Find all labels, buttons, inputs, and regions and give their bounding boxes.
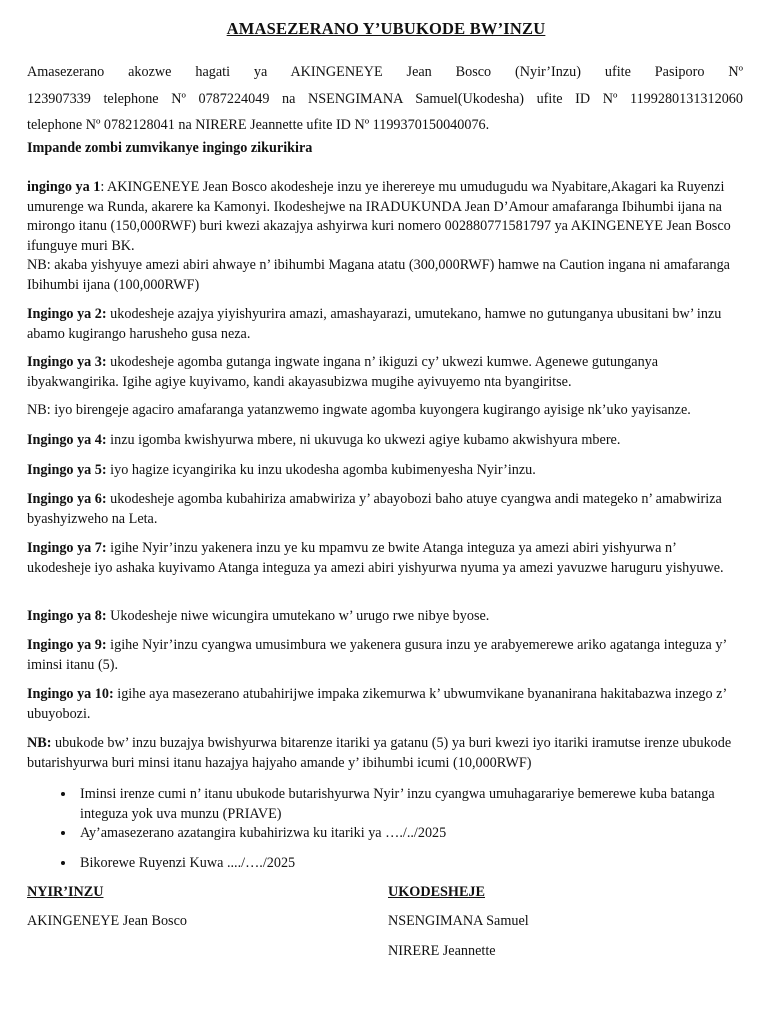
article-4 xyxy=(27,431,741,451)
article-text: inzu igomba kwishyurwa mbere, ni ukuvuga ko ukwezi agiye kubamo akwishyura mbere. xyxy=(106,432,621,448)
landlord-heading: NYIR’INZU xyxy=(27,884,104,900)
document-title: AMASEZERANO Y’UBUKODE BW’INZU xyxy=(226,19,546,38)
payment-note xyxy=(27,734,741,773)
subheading: Impande zombi zumvikanye ingingo zikurikira xyxy=(27,140,313,156)
tenant-heading: UKODESHEJE xyxy=(388,884,485,900)
intro-line: telephone Nº 0782128041 na NIRERE Jeannette ufite ID Nº 1199370150040076. xyxy=(27,117,490,133)
article-label: Ingingo ya 8: xyxy=(27,608,107,624)
article-7 xyxy=(27,539,741,578)
article-6 xyxy=(27,490,741,529)
article-1-note: NB: akaba yishyuye amezi abiri ahwaye n’ ibihumbi Magana atatu (300,000RWF) hamwe na Caution ingana ni amafaranga Ibihumbi ijana (100,000RWF) xyxy=(27,257,730,293)
article-text: ukodesheje agomba gutanga ingwate ingana n’ ikiguzi cy’ ukwezi kumwe. Agenewe gutunganya ibyakwangirika. Igihe agiye kuyivamo, kandi akayasubizwa mugihe ayivuyemo nta byangiritse. xyxy=(27,354,659,390)
intro-paragraph xyxy=(27,59,743,139)
article-10 xyxy=(27,685,741,724)
article-sep: : xyxy=(100,179,105,195)
landlord-name: AKINGENEYE Jean Bosco xyxy=(27,913,187,929)
note-label: NB: xyxy=(27,735,52,751)
article-text: AKINGENEYE Jean Bosco akodesheje inzu ye iherereye mu umudugudu wa Nyabitare,Akagari ka Ruyenzi umurenge wa Runda, akarere ka Kamonyi. Ikodeshejwe na IRADUKUNDA Jean D’Amour amafaranga Ibihumbi ijana na mirongo itanu (150,000RWF) buri kwezi akazajya ashyirwa kuri nomero 002880771581797 ya AKINGENEYE Jean Bosco ifunguye muri BK. xyxy=(27,179,731,254)
article-text: ukodesheje agomba kubahiriza amabwiriza y’ abayobozi baho atuye cyangwa andi mategeko n’ amabwiriza byashyizweho na Leta. xyxy=(27,491,722,527)
list-item: • Bikorewe Ruyenzi Kuwa ..../…./2025 xyxy=(76,854,746,874)
article-label: Ingingo ya 6: xyxy=(27,491,107,507)
article-text: Ukodesheje niwe wicungira umutekano w’ urugo rwe nibye byose. xyxy=(106,608,490,624)
note-text: ubukode bw’ inzu buzajya bwishyurwa bitarenze itariki ya gatanu (5) ya buri kwezi iyo itariki iramutse irenze ubukode butarishyurwa buri minsi itanu hazajya hajyaho amande y’ ibihumbi icumi (10,000RWF) xyxy=(27,735,732,771)
article-3-note: NB: iyo birengeje agaciro amafaranga yatanzwemo ingwate agomba kuyongera kugirango ayisige nk’uko yayisanze. xyxy=(27,402,691,418)
article-1 xyxy=(27,178,741,295)
article-label: Ingingo ya 7: xyxy=(27,540,107,556)
article-3 xyxy=(27,353,741,392)
article-text: ukodesheje azajya yiyishyurira amazi, amashayarazi, umutekano, hamwe no gutunganya ubusitani bw’ inzu abamo kugirango harusheho gusa neza. xyxy=(27,306,722,342)
article-label: Ingingo ya 10: xyxy=(27,686,114,702)
article-text: igihe aya masezerano atubahirijwe impaka zikemurwa k’ ubwumvikane byananirana hakitabazwa inzego z’ ubuyobozi. xyxy=(27,686,727,722)
conditions-list xyxy=(54,785,746,873)
tenant-name: NSENGIMANA Samuel xyxy=(388,913,529,929)
article-9 xyxy=(27,636,741,675)
article-2 xyxy=(27,305,741,344)
article-label: Ingingo ya 4: xyxy=(27,432,107,448)
article-label: Ingingo ya 2: xyxy=(27,306,107,322)
article-label: Ingingo ya 5: xyxy=(27,462,107,478)
article-text: iyo hagize icyangirika ku inzu ukodesha agomba kubimenyesha Nyir’inzu. xyxy=(106,462,536,478)
article-5 xyxy=(27,461,741,481)
list-item: • Iminsi irenze cumi n’ itanu ubukode butarishyurwa Nyir’ inzu cyangwa umuhagarariye bemerewe kuba batanga integuza yok uva munzu (PRIAVE) xyxy=(76,785,746,824)
article-text: igihe Nyir’inzu yakenera inzu ye ku mpamvu ze bwite Atanga integuza ya amezi abiri yishyurwa n’ ukodesheje iyo ashaka kuyivamo Atanga integuza ya amezi abiri yishyurwa nyuma ya amezi yavuzwe haruguru yishyuwe. xyxy=(27,540,724,576)
article-text: igihe Nyir’inzu cyangwa umusimbura we yakenera gusura inzu ye arabyemerewe ariko agatanga integuza y’ iminsi itanu (5). xyxy=(27,637,727,673)
article-label: Ingingo ya 9: xyxy=(27,637,107,653)
tenant-name: NIRERE Jeannette xyxy=(388,943,496,959)
intro-line: Amasezerano akozwe hagati ya AKINGENEYE Jean Bosco (Nyir’Inzu) ufite Pasiporo Nº xyxy=(27,64,743,80)
article-8 xyxy=(27,607,741,627)
list-item: • Ay’amasezerano azatangira kubahirizwa ku itariki ya …./../2025 xyxy=(76,824,746,844)
article-label: Ingingo ya 3: xyxy=(27,354,107,370)
intro-line: 123907339 telephone Nº 0787224049 na NSENGIMANA Samuel(Ukodesha) ufite ID Nº 1199280131312060 xyxy=(27,90,743,107)
article-label: ingingo ya 1 xyxy=(27,179,101,195)
